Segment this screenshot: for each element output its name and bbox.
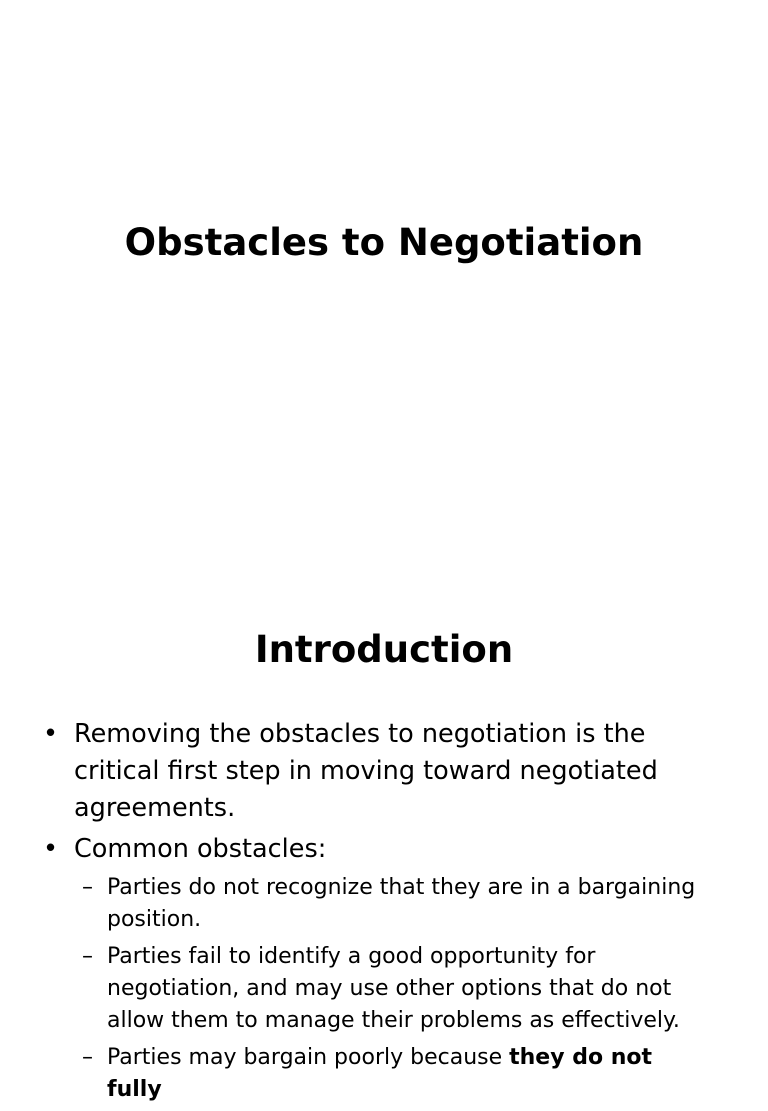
sub-bullet-text-bold: they do not fully bbox=[107, 1045, 653, 1102]
sub-bullet-item bbox=[0, 872, 768, 936]
sub-bullet-text: Parties do not recognize that they are in a bargaining position. bbox=[107, 875, 696, 932]
sub-bullet-text: Parties fail to identify a good opportunity for negotiation, and may use other options that do not allow them to manage their problems as effectively. bbox=[107, 944, 680, 1033]
dash-icon: – bbox=[82, 1045, 93, 1070]
bullet-item bbox=[0, 716, 768, 827]
sub-bullet-item bbox=[0, 1042, 768, 1106]
slide-title: Obstacles to Negotiation bbox=[124, 221, 644, 264]
bullet-icon: • bbox=[43, 834, 59, 864]
dash-icon: – bbox=[82, 875, 93, 900]
sub-bullet-text-normal: Parties may bargain poorly because bbox=[107, 1045, 510, 1070]
bullet-list bbox=[0, 716, 768, 1111]
sub-bullet-item bbox=[0, 941, 768, 1037]
bullet-text: Removing the obstacles to negotiation is the critical first step in moving toward negotiated agreements. bbox=[74, 719, 658, 823]
dash-icon: – bbox=[82, 944, 93, 969]
bullet-item bbox=[0, 831, 768, 868]
bullet-text: Common obstacles: bbox=[74, 834, 327, 864]
bullet-icon: • bbox=[43, 719, 59, 749]
sub-bullet-text bbox=[107, 1045, 652, 1102]
introduction-heading: Introduction bbox=[254, 628, 514, 671]
